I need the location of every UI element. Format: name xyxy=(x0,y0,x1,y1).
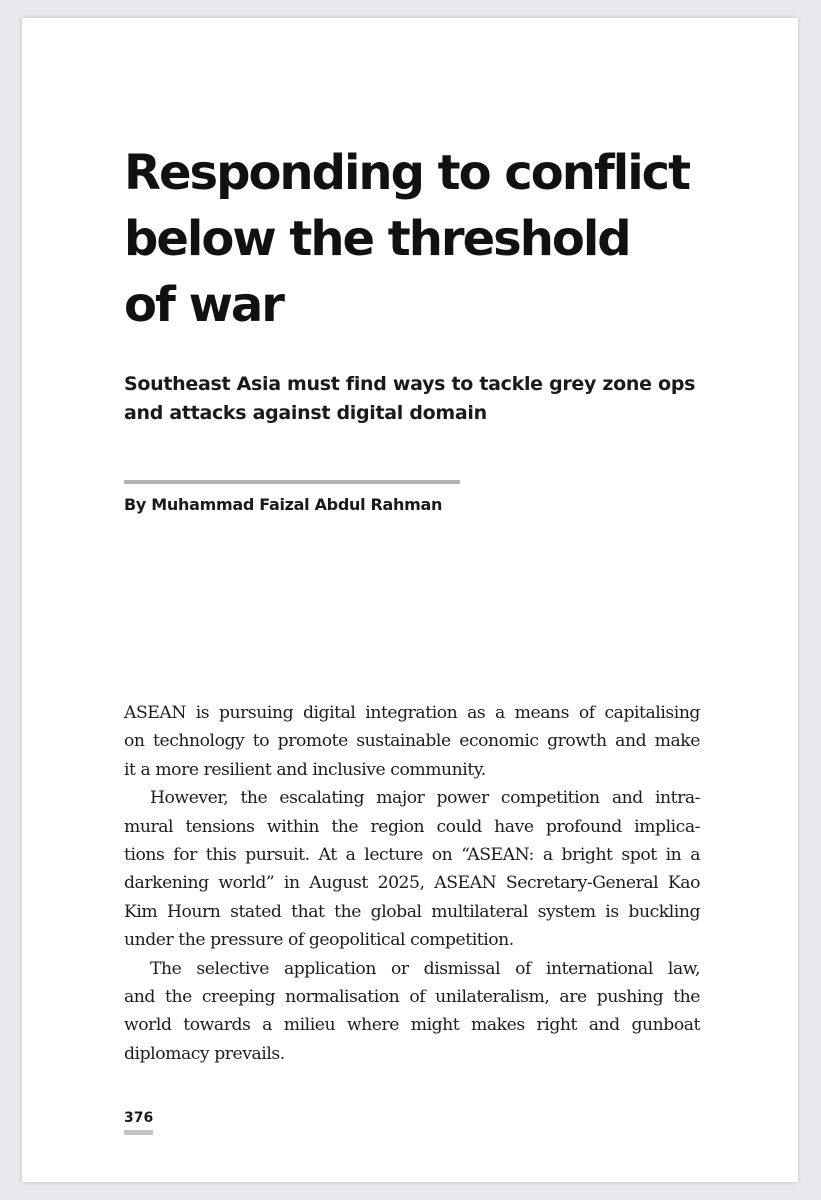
title-divider xyxy=(124,480,460,484)
body-line: it a more resilient and inclusive community. xyxy=(124,759,486,780)
article-title xyxy=(124,140,724,338)
body-line: ASEAN is pursuing digital integration as a means of capitalising xyxy=(124,703,700,723)
body-line: darkening world” in August 2025, ASEAN Secretary-General Kao xyxy=(124,873,700,894)
document-page xyxy=(22,18,798,1182)
body-line: diplomacy prevails. xyxy=(124,1043,285,1064)
body-line: under the pressure of geopolitical competition. xyxy=(124,930,514,951)
paragraph xyxy=(124,699,700,784)
body-line: and the creeping normalisation of unilateralism, are pushing the xyxy=(124,987,700,1008)
body-line: world towards a milieu where might makes right and gunboat xyxy=(124,1015,700,1036)
title-line: Responding to conflict xyxy=(124,145,690,201)
title-line: of war xyxy=(124,277,283,333)
subtitle-line: and attacks against digital domain xyxy=(124,402,487,424)
body-line: The selective application or dismissal of international law, xyxy=(150,958,700,979)
subtitle-line: Southeast Asia must find ways to tackle grey zone ops xyxy=(124,373,696,395)
body-line: tions for this pursuit. At a lecture on “ASEAN: a bright spot in a xyxy=(124,845,700,866)
title-line: below the threshold xyxy=(124,211,630,267)
body-line: mural tensions within the region could have profound implica- xyxy=(124,816,700,837)
body-line: Kim Hourn stated that the global multilateral system is buckling xyxy=(124,901,700,922)
body-line: However, the escalating major power competition and intra- xyxy=(150,788,700,809)
paragraph xyxy=(124,955,700,1069)
article-subtitle xyxy=(124,370,744,428)
byline: By Muhammad Faizal Abdul Rahman xyxy=(124,495,443,514)
page-number: 376 xyxy=(124,1110,154,1126)
paragraph xyxy=(124,784,700,954)
article-body xyxy=(124,699,700,1068)
body-line: on technology to promote sustainable economic growth and make xyxy=(124,731,700,752)
page-number-underline xyxy=(124,1130,153,1135)
